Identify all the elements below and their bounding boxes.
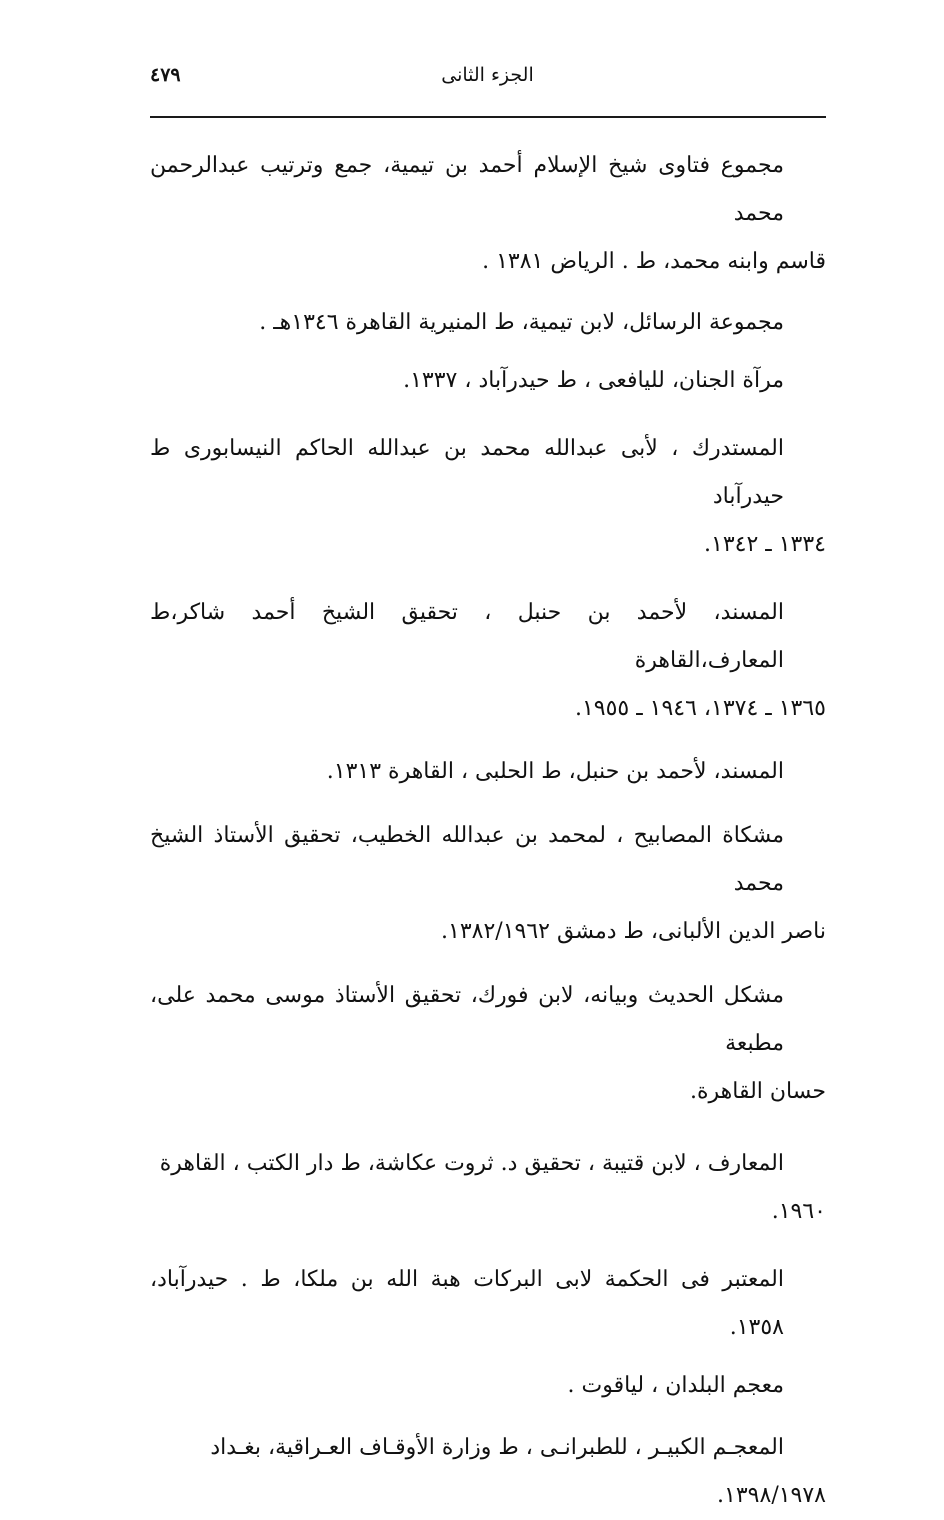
entry-line: المعارف ، لابن قتيبة ، تحقيق د. ثروت عكاشة، ط دار الكتب ، القاهرة — [159, 1151, 784, 1176]
bibliography-entry — [150, 425, 826, 569]
running-title: الجزء الثانى — [441, 64, 534, 86]
bibliography-entry — [150, 589, 826, 733]
entry-line: المسند، لأحمد بن حنبل ، تحقيق الشيخ أحمد شاكر،ط المعارف،القاهرة — [150, 600, 784, 673]
bibliography-entry — [150, 748, 826, 796]
page-header — [150, 60, 825, 96]
entry-line: مشكل الحديث وبيانه، لابن فورك، تحقيق الأستاذ موسى محمد على، مطبعة — [150, 983, 784, 1056]
entry-line: معجم البلدان ، لياقوت . — [567, 1373, 784, 1398]
bibliography-entry — [150, 299, 826, 347]
entry-line: المستدرك ، لأبى عبدالله محمد بن عبدالله الحاكم النيسابورى ط حيدرآباد — [150, 436, 784, 509]
bibliography-entry — [150, 142, 826, 286]
entry-line: مرآة الجنان، لليافعى ، ط حيدرآباد ، ١٣٣٧. — [403, 368, 784, 393]
entry-line: المعتبر فى الحكمة لابى البركات هبة الله بن ملكا، ط . حيدرآباد، ١٣٥٨. — [150, 1267, 784, 1340]
entry-line: المعجـم الكبيـر ، للطبرانـى ، ط وزارة الأوقـاف العـراقية، بغـداد — [210, 1435, 784, 1460]
bibliography-entry — [150, 1140, 826, 1236]
entry-line: مجموعة الرسائل، لابن تيمية، ط المنيرية القاهرة ١٣٤٦هـ . — [259, 310, 784, 335]
bibliography-entry — [150, 812, 826, 956]
entry-line: المسند، لأحمد بن حنبل، ط الحلبى ، القاهرة ١٣١٣. — [326, 759, 784, 784]
bibliography-entry — [150, 357, 826, 405]
bibliography-entry — [150, 972, 826, 1116]
bibliography-entry — [150, 1424, 826, 1520]
entry-line: قاسم وابنه محمد، ط . الرياض ١٣٨١ . — [482, 249, 826, 274]
bibliography-list — [150, 138, 826, 1520]
entry-line: حسان القاهرة. — [690, 1079, 826, 1104]
entry-line: ناصر الدين الألبانى، ط دمشق ١٣٨٢/١٩٦٢. — [441, 919, 826, 944]
bibliography-entry — [150, 1256, 826, 1352]
header-rule — [150, 116, 826, 118]
entry-line: ١٣٩٨/١٩٧٨. — [717, 1483, 826, 1508]
bibliography-entry — [150, 1362, 826, 1410]
entry-line: مجموع فتاوى شيخ الإسلام أحمد بن تيمية، جمع وترتيب عبدالرحمن محمد — [150, 153, 784, 226]
entry-line: ١٩٦٠. — [771, 1199, 826, 1224]
entry-line: مشكاة المصابيح ، لمحمد بن عبدالله الخطيب، تحقيق الأستاذ الشيخ محمد — [150, 823, 784, 896]
page-number: ٤٧٩ — [150, 64, 181, 86]
entry-line: ١٣٣٤ ـ ١٣٤٢. — [704, 532, 826, 557]
entry-line: ١٣٦٥ ـ ١٣٧٤، ١٩٤٦ ـ ١٩٥٥. — [574, 696, 826, 721]
